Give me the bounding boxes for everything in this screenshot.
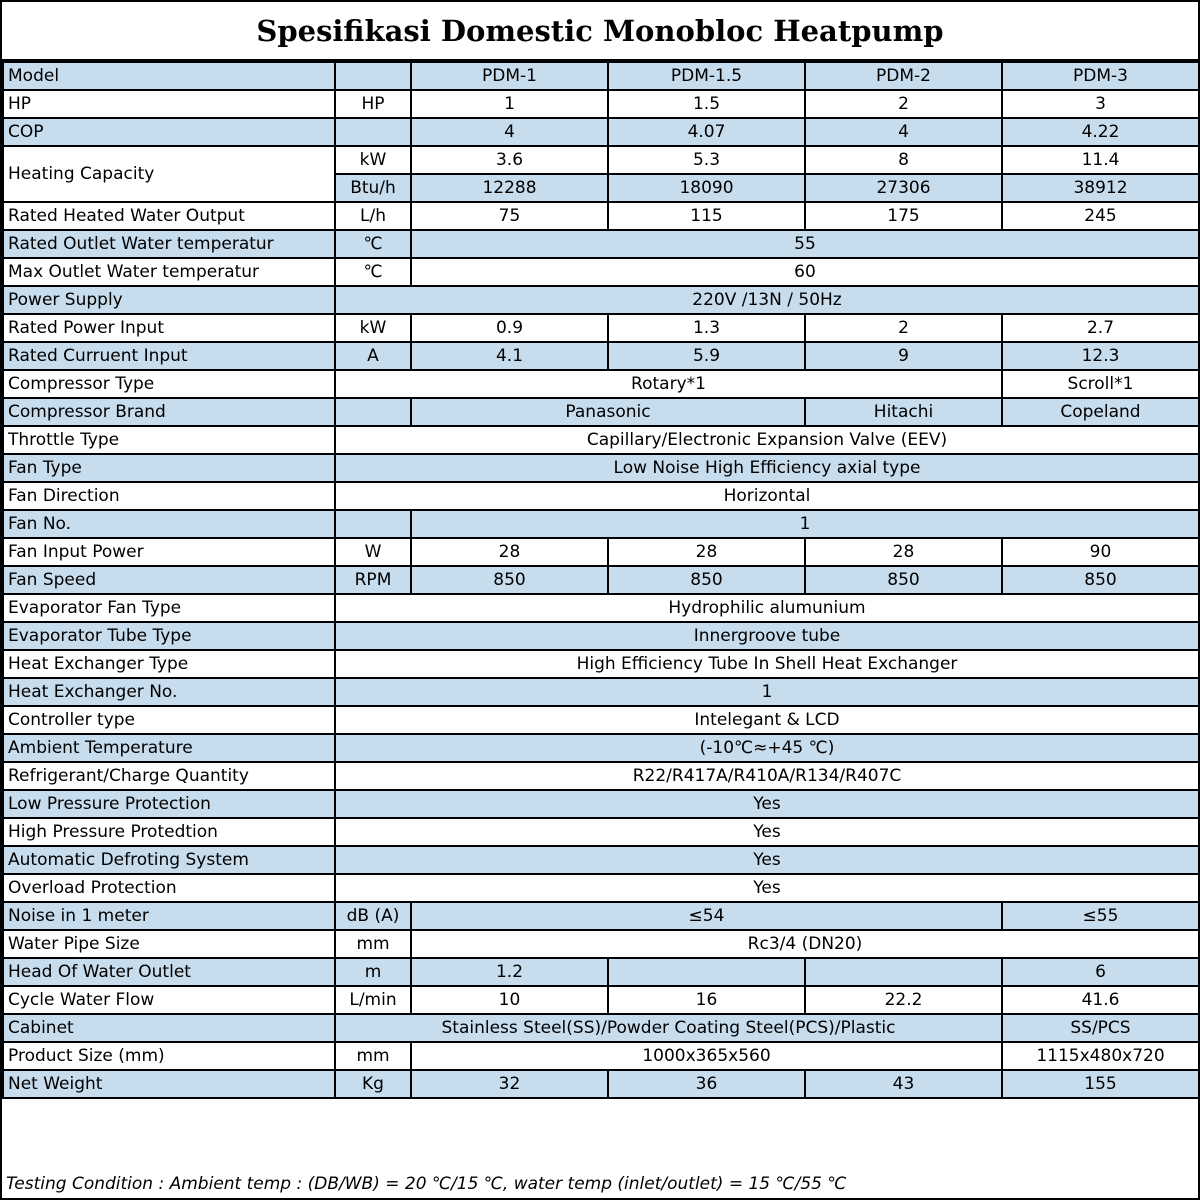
spec-label: Controller type [3,706,335,734]
spec-value: 1000x365x560 [411,1042,1002,1070]
spec-unit: mm [335,930,411,958]
spec-value: 75 [411,202,608,230]
table-row [3,1070,1199,1098]
spec-label: Ambient Temperature [3,734,335,762]
spec-value: 10 [411,986,608,1014]
spec-label: Fan Type [3,454,335,482]
spec-value: 1.2 [411,958,608,986]
spec-table [2,61,1200,1099]
spec-label: Automatic Defroting System [3,846,335,874]
spec-label: Power Supply [3,286,335,314]
spec-label: HP [3,90,335,118]
spec-value: 60 [411,258,1199,286]
spec-value: Horizontal [335,482,1199,510]
spec-value: 18090 [608,174,805,202]
spec-value: Intelegant & LCD [335,706,1199,734]
spec-value: ≤55 [1002,902,1199,930]
spec-value: Copeland [1002,398,1199,426]
spec-unit: m [335,958,411,986]
spec-label: Refrigerant/Charge Quantity [3,762,335,790]
table-row [3,370,1199,398]
spec-value: 28 [608,538,805,566]
spec-value: 3 [1002,90,1199,118]
spec-value [805,958,1002,986]
spec-value: 4 [411,118,608,146]
spec-value: 220V /13N / 50Hz [335,286,1199,314]
spec-value: 4.22 [1002,118,1199,146]
table-row [3,1014,1199,1042]
spec-value: 16 [608,986,805,1014]
spec-value: 175 [805,202,1002,230]
spec-label: Cycle Water Flow [3,986,335,1014]
spec-value: Yes [335,846,1199,874]
spec-value: Yes [335,874,1199,902]
spec-value: 5.3 [608,146,805,174]
table-row [3,874,1199,902]
spec-value: Yes [335,790,1199,818]
spec-value: PDM-1.5 [608,62,805,90]
table-row [3,230,1199,258]
spec-value: Low Noise High Efficiency axial type [335,454,1199,482]
table-row [3,62,1199,90]
spec-unit: L/h [335,202,411,230]
spec-value: PDM-1 [411,62,608,90]
testing-condition-note: Testing Condition : Ambient temp : (DB/WB) = 20 ℃/15 ℃, water temp (inlet/outlet) = 15 ℃/55 ℃ [6,1174,847,1194]
table-row [3,398,1199,426]
spec-value: Panasonic [411,398,805,426]
spec-value: 6 [1002,958,1199,986]
spec-value: 12288 [411,174,608,202]
spec-value [608,958,805,986]
spec-label: Fan No. [3,510,335,538]
table-row [3,902,1199,930]
table-row [3,790,1199,818]
spec-unit [335,118,411,146]
table-row [3,818,1199,846]
spec-value: (-10℃≈+45 ℃) [335,734,1199,762]
spec-unit: Btu/h [335,174,411,202]
table-row [3,650,1199,678]
spec-label: Low Pressure Protection [3,790,335,818]
table-row [3,678,1199,706]
table-row [3,538,1199,566]
spec-value: 27306 [805,174,1002,202]
spec-value: R22/R417A/R410A/R134/R407C [335,762,1199,790]
spec-label: Rated Heated Water Output [3,202,335,230]
spec-value: Rotary*1 [335,370,1002,398]
spec-value: Innergroove tube [335,622,1199,650]
spec-unit: Kg [335,1070,411,1098]
spec-label: Net Weight [3,1070,335,1098]
spec-label: Fan Input Power [3,538,335,566]
spec-unit: HP [335,90,411,118]
spec-label: Cabinet [3,1014,335,1042]
spec-unit: dB (A) [335,902,411,930]
spec-unit [335,62,411,90]
spec-value: 4.07 [608,118,805,146]
spec-unit: W [335,538,411,566]
spec-value: 32 [411,1070,608,1098]
spec-label: Water Pipe Size [3,930,335,958]
spec-value: 245 [1002,202,1199,230]
spec-label: Fan Direction [3,482,335,510]
spec-value: 8 [805,146,1002,174]
spec-label: COP [3,118,335,146]
spec-unit: ℃ [335,258,411,286]
spec-label: Fan Speed [3,566,335,594]
spec-value: ≤54 [411,902,1002,930]
spec-label: Rated Curruent Input [3,342,335,370]
spec-value: Scroll*1 [1002,370,1199,398]
spec-value: 4 [805,118,1002,146]
spec-value: 3.6 [411,146,608,174]
spec-value: Yes [335,818,1199,846]
spec-label: Model [3,62,335,90]
spec-value: PDM-2 [805,62,1002,90]
spec-label: Evaporator Tube Type [3,622,335,650]
spec-label: Evaporator Fan Type [3,594,335,622]
table-row [3,930,1199,958]
spec-value: 4.1 [411,342,608,370]
table-row [3,118,1199,146]
spec-value: 850 [805,566,1002,594]
spec-value: PDM-3 [1002,62,1199,90]
spec-value: 2.7 [1002,314,1199,342]
spec-value: 28 [805,538,1002,566]
spec-value: 41.6 [1002,986,1199,1014]
table-row [3,762,1199,790]
spec-value: 9 [805,342,1002,370]
spec-label: High Pressure Protedtion [3,818,335,846]
spec-label: Heating Capacity [3,146,335,202]
spec-value: 850 [411,566,608,594]
table-row [3,986,1199,1014]
spec-value: 1 [335,678,1199,706]
spec-label: Product Size (mm) [3,1042,335,1070]
table-row [3,958,1199,986]
spec-label: Noise in 1 meter [3,902,335,930]
spec-value: 43 [805,1070,1002,1098]
spec-value: Stainless Steel(SS)/Powder Coating Steel(PCS)/Plastic [335,1014,1002,1042]
spec-value: 5.9 [608,342,805,370]
spec-label: Heat Exchanger Type [3,650,335,678]
spec-label: Compressor Brand [3,398,335,426]
table-row [3,426,1199,454]
spec-unit: ℃ [335,230,411,258]
spec-value: 155 [1002,1070,1199,1098]
table-row [3,734,1199,762]
spec-unit: kW [335,146,411,174]
table-row [3,594,1199,622]
spec-label: Max Outlet Water temperatur [3,258,335,286]
spec-value: 90 [1002,538,1199,566]
table-row [3,1042,1199,1070]
spec-unit: L/min [335,986,411,1014]
spec-label: Head Of Water Outlet [3,958,335,986]
spec-unit: A [335,342,411,370]
spec-unit [335,398,411,426]
table-row [3,706,1199,734]
spec-value: 55 [411,230,1199,258]
spec-unit: mm [335,1042,411,1070]
spec-value: Hitachi [805,398,1002,426]
spec-value: 28 [411,538,608,566]
spec-label: Compressor Type [3,370,335,398]
spec-label: Overload Protection [3,874,335,902]
spec-label: Throttle Type [3,426,335,454]
table-row [3,846,1199,874]
spec-value: 2 [805,314,1002,342]
spec-value: 22.2 [805,986,1002,1014]
page-title: Spesifikasi Domestic Monobloc Heatpump [2,2,1198,61]
spec-value: 12.3 [1002,342,1199,370]
spec-value: High Efficiency Tube In Shell Heat Exchanger [335,650,1199,678]
spec-value: 1 [411,90,608,118]
spec-value: 36 [608,1070,805,1098]
table-row [3,258,1199,286]
spec-value: 1.3 [608,314,805,342]
spec-value: 850 [608,566,805,594]
spec-label: Rated Outlet Water temperatur [3,230,335,258]
table-row [3,454,1199,482]
spec-value: 38912 [1002,174,1199,202]
table-row [3,202,1199,230]
spec-value: 115 [608,202,805,230]
spec-unit [335,510,411,538]
table-row [3,286,1199,314]
spec-value: Capillary/Electronic Expansion Valve (EEV) [335,426,1199,454]
spec-value: 1115x480x720 [1002,1042,1199,1070]
spec-value: SS/PCS [1002,1014,1199,1042]
spec-value: Hydrophilic alumunium [335,594,1199,622]
table-row [3,314,1199,342]
table-row [3,146,1199,174]
table-row [3,90,1199,118]
table-row [3,482,1199,510]
table-row [3,342,1199,370]
table-row [3,622,1199,650]
spec-label: Heat Exchanger No. [3,678,335,706]
spec-value: 0.9 [411,314,608,342]
spec-unit: kW [335,314,411,342]
table-row [3,566,1199,594]
spec-unit: RPM [335,566,411,594]
spec-value: 850 [1002,566,1199,594]
spec-value: 1.5 [608,90,805,118]
spec-value: 1 [411,510,1199,538]
spec-value: Rc3/4 (DN20) [411,930,1199,958]
spec-label: Rated Power Input [3,314,335,342]
spec-value: 2 [805,90,1002,118]
spec-value: 11.4 [1002,146,1199,174]
table-row [3,510,1199,538]
